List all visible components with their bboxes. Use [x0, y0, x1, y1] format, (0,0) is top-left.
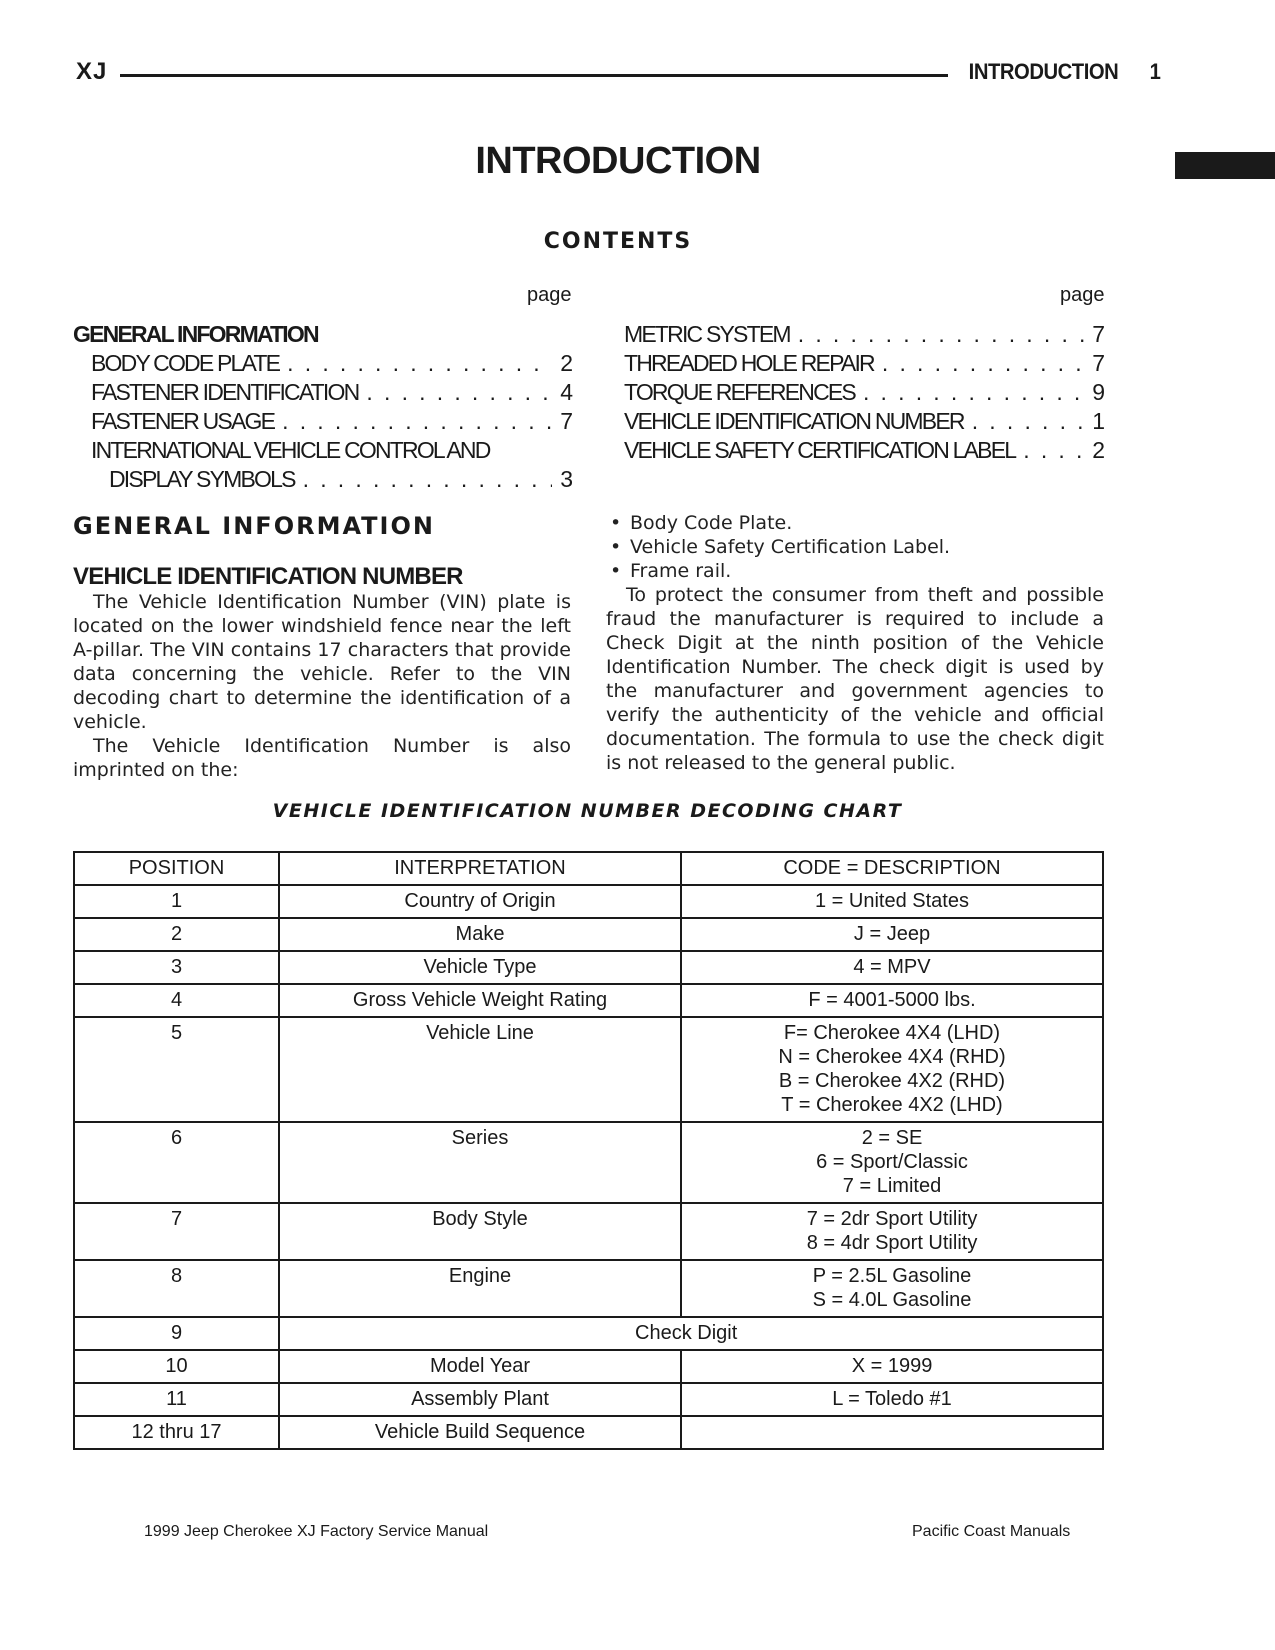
toc-entry-page: 1 — [1092, 408, 1105, 434]
interpretation-cell: Assembly Plant — [279, 1383, 681, 1416]
toc-entry-multiline[interactable] — [91, 436, 573, 494]
table-row — [74, 1416, 1103, 1449]
toc-entry-title-line2: DISPLAY SYMBOLS — [109, 466, 295, 492]
table-row — [74, 984, 1103, 1017]
toc-entry-title: VEHICLE SAFETY CERTIFICATION LABEL — [624, 437, 1016, 463]
table-row — [74, 951, 1103, 984]
paragraph: To protect the consumer from theft and possible fraud the manufacturer is required to include a Check Digit at the ninth position of the Vehicle Identification Number. The check digit is used by the manufacturer and government agencies to verify the authenticity of the vehicle and official documentation. The formula to use the check digit is not released to the general public. — [606, 584, 1104, 774]
list-item: • Vehicle Safety Certification Label. — [606, 535, 1104, 559]
position-cell: 4 — [74, 984, 279, 1017]
toc-entry-title: BODY CODE PLATE — [91, 350, 280, 376]
toc-group-heading: GENERAL INFORMATION — [73, 321, 318, 347]
position-cell: 10 — [74, 1350, 279, 1383]
code-cell: P = 2.5L Gasoline S = 4.0L Gasoline — [681, 1260, 1103, 1317]
header-rule — [120, 74, 948, 77]
position-cell: 12 thru 17 — [74, 1416, 279, 1449]
position-cell: 7 — [74, 1203, 279, 1260]
code-cell — [681, 1416, 1103, 1449]
toc-entry-page: 4 — [560, 379, 573, 405]
position-cell: 6 — [74, 1122, 279, 1203]
table-row — [74, 1017, 1103, 1122]
table-row — [74, 885, 1103, 918]
position-cell: 1 — [74, 885, 279, 918]
interpretation-cell: Engine — [279, 1260, 681, 1317]
toc-page-label-right: page — [1060, 284, 1105, 306]
vin-locations — [606, 511, 1104, 775]
code-cell: X = 1999 — [681, 1350, 1103, 1383]
table-row — [74, 1122, 1103, 1203]
interpretation-cell: Check Digit — [279, 1317, 1103, 1350]
code-cell: 2 = SE 6 = Sport/Classic 7 = Limited — [681, 1122, 1103, 1203]
footer-left: 1999 Jeep Cherokee XJ Factory Service Manual — [144, 1523, 489, 1540]
code-cell: J = Jeep — [681, 918, 1103, 951]
table-row — [74, 1383, 1103, 1416]
toc-entry[interactable] — [624, 436, 1105, 465]
code-cell: F= Cherokee 4X4 (LHD) N = Cherokee 4X4 (RHD) B = Cherokee 4X2 (RHD) T = Cherokee 4X2 (LHD) — [681, 1017, 1103, 1122]
toc-entry[interactable] — [624, 320, 1105, 349]
table-row — [74, 1317, 1103, 1350]
list-item: • Body Code Plate. — [606, 511, 1104, 535]
vin-description — [73, 590, 571, 782]
position-cell: 3 — [74, 951, 279, 984]
chart-title: VEHICLE IDENTIFICATION NUMBER DECODING CHART — [272, 800, 903, 822]
toc-entry-title-line1: INTERNATIONAL VEHICLE CONTROL AND — [91, 437, 490, 463]
toc-entry-page: 9 — [1092, 379, 1105, 405]
contents-heading: CONTENTS — [543, 229, 693, 254]
toc-entry-title: FASTENER IDENTIFICATION — [91, 379, 359, 405]
interpretation-cell: Country of Origin — [279, 885, 681, 918]
position-cell: 11 — [74, 1383, 279, 1416]
table-header-row — [74, 852, 1103, 885]
position-cell: 2 — [74, 918, 279, 951]
column-header: INTERPRETATION — [279, 852, 681, 885]
interpretation-cell: Series — [279, 1122, 681, 1203]
toc-entry-title: THREADED HOLE REPAIR — [624, 350, 874, 376]
table-row — [74, 1203, 1103, 1260]
toc-entry[interactable] — [91, 407, 573, 436]
interpretation-cell: Body Style — [279, 1203, 681, 1260]
interpretation-cell: Gross Vehicle Weight Rating — [279, 984, 681, 1017]
toc-entry[interactable] — [624, 349, 1105, 378]
code-cell: 1 = United States — [681, 885, 1103, 918]
toc-entry[interactable] — [91, 349, 573, 378]
vin-location-list — [606, 511, 1104, 583]
code-cell: 7 = 2dr Sport Utility 8 = 4dr Sport Utility — [681, 1203, 1103, 1260]
toc-entry-page: 3 — [560, 466, 573, 492]
header-model: XJ — [76, 58, 108, 85]
table-row — [74, 1350, 1103, 1383]
toc-entry-title: FASTENER USAGE — [91, 408, 275, 434]
paragraph: The Vehicle Identification Number (VIN) plate is located on the lower windshield fence near the left A-pillar. The VIN contains 17 characters that provide data concerning the vehicle. Refer to the VIN decoding chart to determine the identification of a vehicle. — [73, 591, 571, 733]
position-cell: 8 — [74, 1260, 279, 1317]
interpretation-cell: Vehicle Type — [279, 951, 681, 984]
list-item: • Frame rail. — [606, 559, 1104, 583]
section-heading: GENERAL INFORMATION — [73, 512, 435, 540]
interpretation-cell: Model Year — [279, 1350, 681, 1383]
subsection-heading: VEHICLE IDENTIFICATION NUMBER — [73, 563, 463, 590]
toc-entry-page: 2 — [1092, 437, 1105, 463]
interpretation-cell: Make — [279, 918, 681, 951]
position-cell: 5 — [74, 1017, 279, 1122]
toc-entry[interactable] — [91, 378, 573, 407]
toc-left-column — [73, 320, 573, 494]
toc-entry-page: 2 — [560, 350, 573, 376]
toc-entry[interactable] — [624, 378, 1105, 407]
footer-right: Pacific Coast Manuals — [912, 1523, 1071, 1540]
page-title: INTRODUCTION — [475, 140, 761, 182]
toc-entry-title: METRIC SYSTEM — [624, 321, 790, 347]
table-row — [74, 1260, 1103, 1317]
column-header: POSITION — [74, 852, 279, 885]
toc-entry-page: 7 — [560, 408, 573, 434]
toc-entry-title: TORQUE REFERENCES — [624, 379, 855, 405]
toc-entry-title: VEHICLE IDENTIFICATION NUMBER — [624, 408, 964, 434]
interpretation-cell: Vehicle Build Sequence — [279, 1416, 681, 1449]
header-section — [968, 59, 1160, 85]
table-row — [74, 918, 1103, 951]
toc-entry[interactable] — [624, 407, 1105, 436]
header-section-title: INTRODUCTION — [968, 59, 1118, 84]
toc-right-column — [624, 320, 1105, 465]
header-page-number: 1 — [1149, 59, 1160, 84]
vin-decoding-table — [73, 851, 1104, 1450]
code-cell: 4 = MPV — [681, 951, 1103, 984]
column-header: CODE = DESCRIPTION — [681, 852, 1103, 885]
code-cell: F = 4001-5000 lbs. — [681, 984, 1103, 1017]
interpretation-cell: Vehicle Line — [279, 1017, 681, 1122]
toc-entry-page: 7 — [1092, 321, 1105, 347]
toc-page-label-left: page — [527, 284, 572, 306]
paragraph: The Vehicle Identification Number is also imprinted on the: — [73, 735, 571, 781]
code-cell: L = Toledo #1 — [681, 1383, 1103, 1416]
toc-entry-page: 7 — [1092, 350, 1105, 376]
position-cell: 9 — [74, 1317, 279, 1350]
